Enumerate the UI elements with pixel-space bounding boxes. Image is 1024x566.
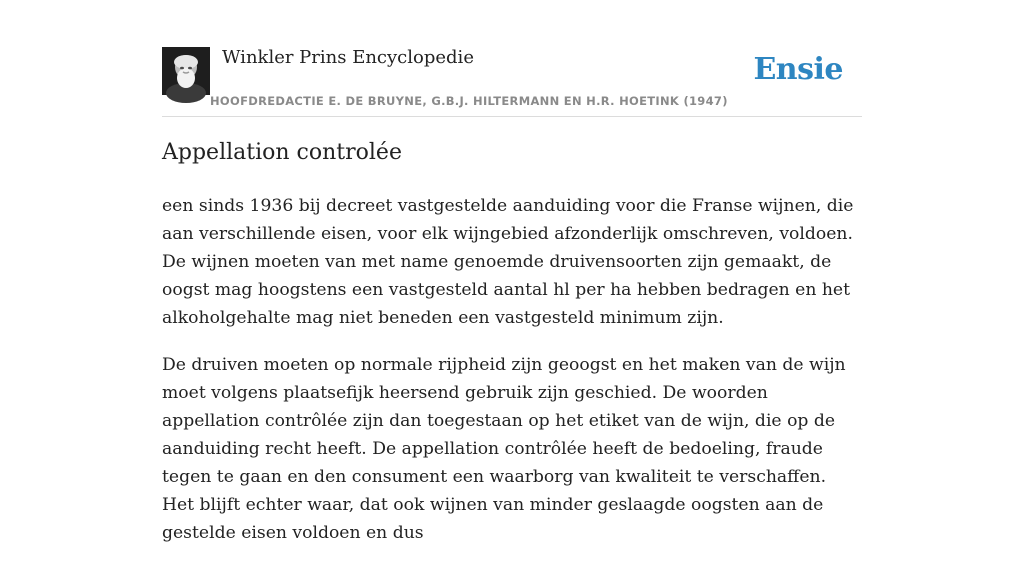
article-body bbox=[162, 192, 862, 566]
brand-logo[interactable]: Ensie bbox=[753, 52, 843, 87]
article-paragraph: een sinds 1936 bij decreet vastgestelde aanduiding voor die Franse wijnen, die aan verschillende eisen, voor elk wijngebied afzonderlijk omschreven, voldoen. De wijnen moeten van met name genoemde druivensoorten zijn gemaakt, de oogst mag hoogstens een vastgesteld aantal hl per ha hebben bedragen en het alkoholgehalte mag niet beneden een vastgesteld minimum zijn. bbox=[162, 196, 854, 328]
portrait-icon bbox=[162, 47, 210, 95]
source-avatar[interactable] bbox=[162, 47, 210, 95]
source-header bbox=[162, 46, 862, 117]
source-subtitle: HOOFDREDACTIE E. DE BRUYNE, G.B.J. HILTERMANN EN H.R. HOETINK (1947) bbox=[210, 94, 728, 108]
article-title: Appellation controlée bbox=[162, 140, 402, 165]
article-paragraph: De druiven moeten op normale rijpheid zijn geoogst en het maken van de wijn moet volgens plaatsefijk heersend gebruik zijn geschied. De woorden appellation contrôlée zijn dan toegestaan op het etiket van de wijn, die op de aanduiding recht heeft. De appellation contrôlée heeft de bedoeling, fraude tegen te gaan en den consument een waarborg van kwaliteit te verschaffen. Het blijft echter waar, dat ook wijnen van minder geslaagde oogsten aan de gestelde eisen voldoen en dus bbox=[162, 355, 846, 543]
source-title[interactable]: Winkler Prins Encyclopedie bbox=[222, 47, 474, 68]
